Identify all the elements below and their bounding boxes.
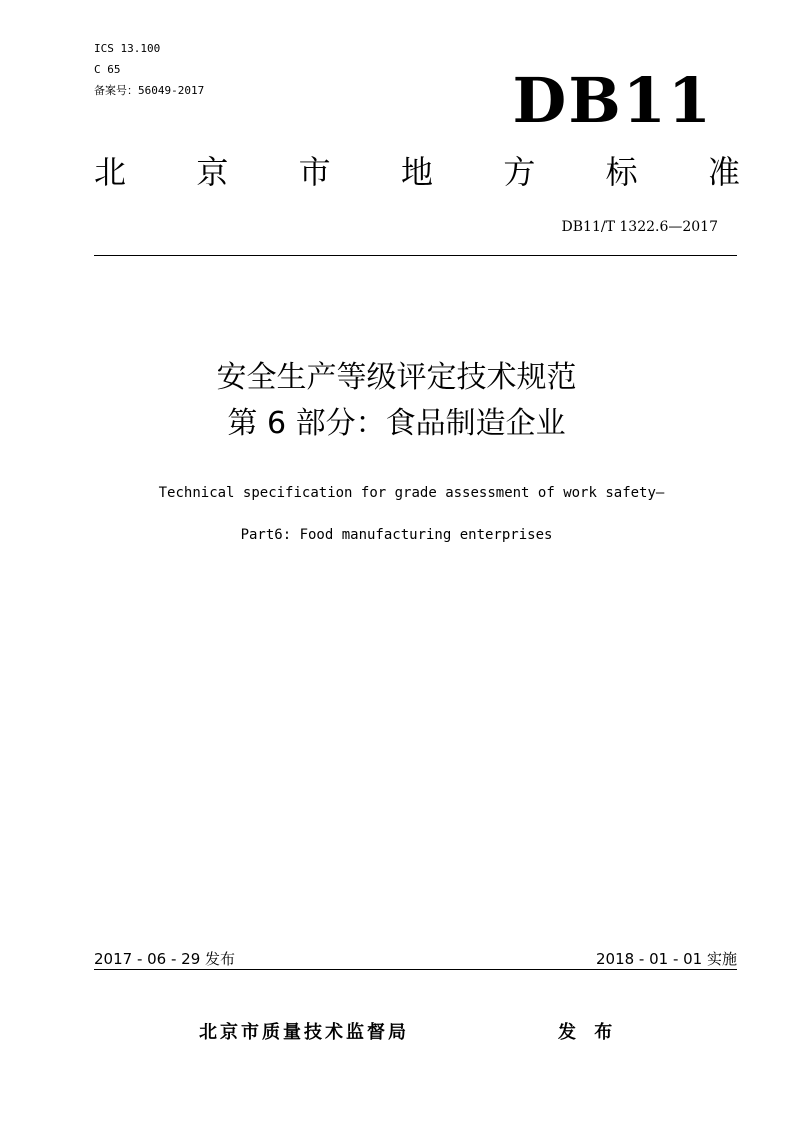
standard-type-char: 市 (298, 153, 331, 191)
title-en-part: Part6: Food manufacturing enterprises (240, 527, 553, 543)
standard-type-char: 准 (707, 153, 740, 191)
issue-date: 2017 - 06 - 29 发布 (94, 950, 236, 968)
standard-type-char: 京 (196, 153, 229, 191)
standard-number: DB11/T 1322.6—2017 (561, 219, 718, 235)
db11-logo: DB11 (512, 64, 713, 137)
title-zh-main: 安全生产等级评定技术规范 (216, 360, 577, 395)
standard-type-heading (94, 150, 740, 194)
publisher-name: 北京市质量技术监督局 (199, 1022, 409, 1043)
implementation-date: 2018 - 01 - 01 实施 (595, 950, 737, 968)
bottom-divider (94, 969, 737, 970)
standard-type-char: 方 (503, 153, 536, 191)
standard-type-char: 地 (400, 153, 433, 191)
publish-label: 发 布 (558, 1022, 619, 1043)
filing-number: 备案号：56049-2017 (94, 84, 205, 97)
ccs-code: C 65 (94, 63, 121, 76)
standard-type-char: 北 (94, 153, 127, 191)
title-en-main: Technical specification for grade assessment of work safety— (158, 485, 665, 501)
top-divider (94, 255, 737, 256)
title-zh-part: 第 6 部分：食品制造企业 (227, 406, 566, 441)
standard-type-char: 标 (605, 153, 638, 191)
ics-code: ICS 13.100 (94, 42, 161, 55)
